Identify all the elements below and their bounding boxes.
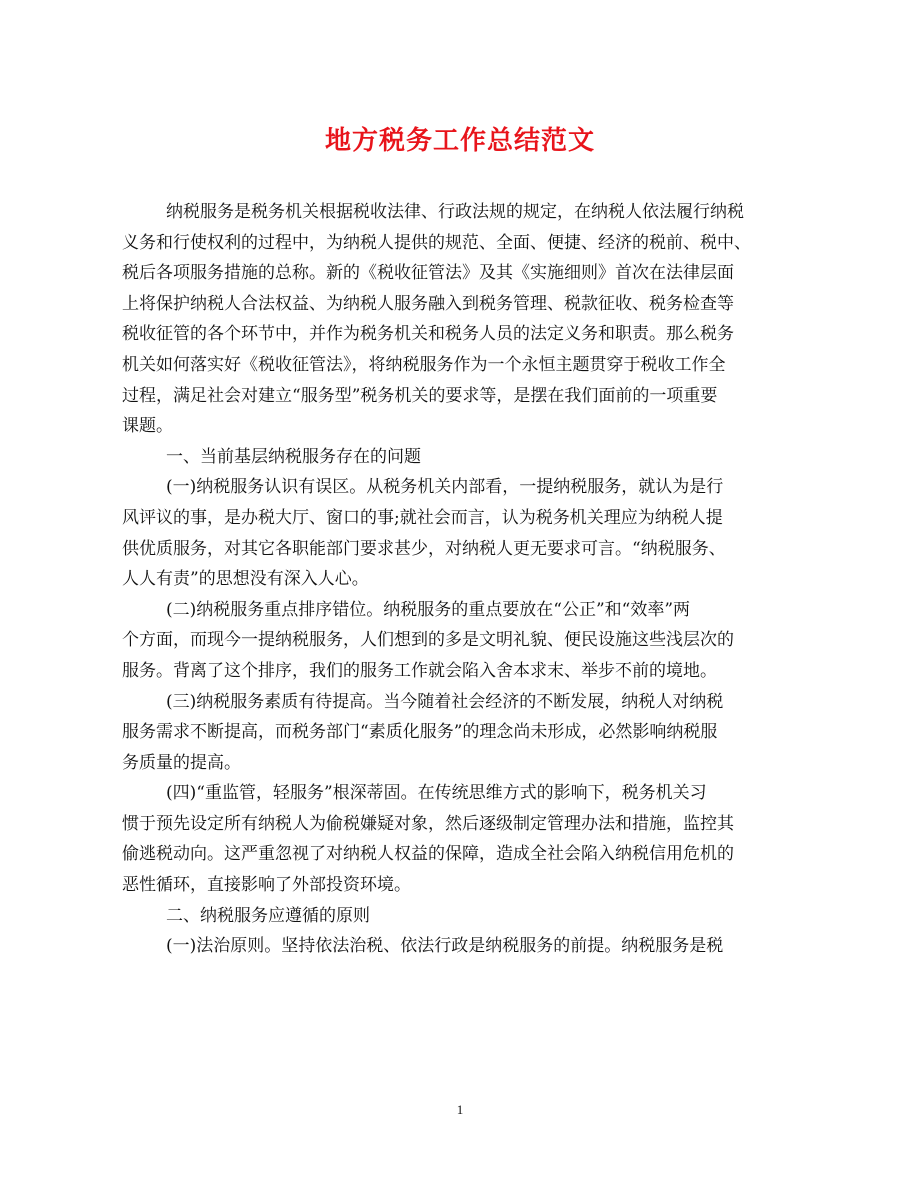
text-line: 服务。背离了这个排序，我们的服务工作就会陷入舍本求末、举步不前的境地。 xyxy=(122,660,717,681)
text-line: 义务和行使权利的过程中，为纳税人提供的规范、全面、便捷、经济的税前、税中、 xyxy=(122,232,751,253)
text-line: (四)“重监管，轻服务”根深蒂固。在传统思维方式的影响下，税务机关习 xyxy=(166,783,707,804)
document-body xyxy=(122,197,802,962)
text-line: (三)纳税服务素质有待提高。当今随着社会经济的不断发展，纳税人对纳税 xyxy=(166,691,724,712)
text-line: 机关如何落实好《税收征管法》，将纳税服务作为一个永恒主题贯穿于税收工作全 xyxy=(122,354,726,375)
text-line: 风评议的事，是办税大厅、窗口的事;就社会而言，认为税务机关理应为纳税人提 xyxy=(122,507,723,528)
text-line: (二)纳税服务重点排序错位。纳税服务的重点要放在“公正”和“效率”两 xyxy=(166,599,691,620)
text-line: 恶性循环，直接影响了外部投资环境。 xyxy=(122,875,411,896)
text-line: 上将保护纳税人合法权益、为纳税人服务融入到税务管理、税款征收、税务检查等 xyxy=(122,293,734,314)
text-line: 税收征管的各个环节中，并作为税务机关和税务人员的法定义务和职责。那么税务 xyxy=(122,324,734,345)
text-line: 一、当前基层纳税服务存在的问题 xyxy=(166,446,421,467)
text-line: 人人有责”的思想没有深入人心。 xyxy=(122,569,369,590)
document-title: 地方税务工作总结范文 xyxy=(324,126,595,156)
text-line: 课题。 xyxy=(122,416,173,437)
text-line: 个方面，而现今一提纳税服务，人们想到的多是文明礼貌、便民设施这些浅层次的 xyxy=(122,630,734,651)
text-line: (一)法治原则。坚持依法治税、依法行政是纳税服务的前提。纳税服务是税 xyxy=(166,936,724,957)
text-line: (一)纳税服务认识有误区。从税务机关内部看，一提纳税服务，就认为是行 xyxy=(166,477,724,498)
text-line: 税后各项服务措施的总称。新的《税收征管法》及其《实施细则》首次在法律层面 xyxy=(122,263,734,284)
page-number: 1 xyxy=(456,1102,464,1117)
text-line: 纳税服务是税务机关根据税收法律、行政法规的规定，在纳税人依法履行纳税 xyxy=(166,202,744,222)
text-line: 务质量的提高。 xyxy=(122,752,241,773)
text-line: 供优质服务，对其它各职能部门要求甚少，对纳税人更无要求可言。“纳税服务、 xyxy=(122,538,726,559)
text-line: 惯于预先设定所有纳税人为偷税嫌疑对象，然后逐级制定管理办法和措施，监控其 xyxy=(122,813,734,834)
text-line: 偷逃税动向。这严重忽视了对纳税人权益的保障，造成全社会陷入纳税信用危机的 xyxy=(122,844,734,865)
text-line: 过程，满足社会对建立“服务型”税务机关的要求等，是摆在我们面前的一项重要 xyxy=(122,385,718,406)
text-line: 二、纳税服务应遵循的原则 xyxy=(166,905,370,926)
text-line: 服务需求不断提高，而税务部门“素质化服务”的理念尚未形成，必然影响纳税服 xyxy=(122,722,718,743)
